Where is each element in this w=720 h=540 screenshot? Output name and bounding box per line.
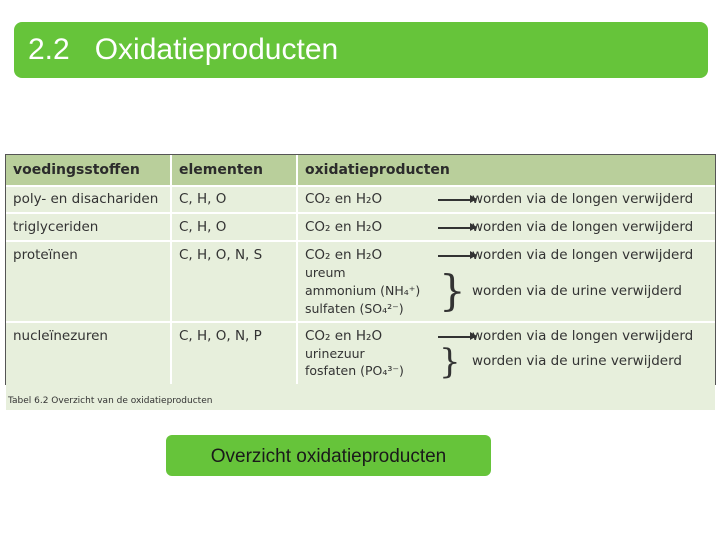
cell-destination: worden via de longen verwijderd — [472, 219, 694, 235]
cell-destination: worden via de longen verwijderd — [472, 191, 694, 207]
column-divider — [296, 155, 298, 384]
arrow-icon — [438, 255, 476, 257]
cell-nutrient: nucleïnezuren — [13, 328, 108, 344]
cell-product: ureum — [305, 265, 346, 280]
cell-destination: worden via de urine verwijderd — [472, 353, 682, 369]
cell-product: urinezuur — [305, 346, 365, 361]
cell-product: CO₂ en H₂O — [305, 247, 383, 263]
cell-nutrient: poly- en disachariden — [13, 191, 159, 207]
header-oxidatieproducten: oxidatieproducten — [305, 162, 450, 178]
cell-product: CO₂ en H₂O — [305, 328, 383, 344]
oxidation-products-table — [5, 154, 716, 385]
cell-destination: worden via de longen verwijderd — [472, 247, 694, 263]
cell-product: fosfaten (PO₄³⁻) — [305, 363, 404, 378]
cell-elements: C, H, O, N, S — [179, 247, 263, 263]
header-voedingsstoffen: voedingsstoffen — [13, 162, 140, 178]
row-divider — [6, 185, 715, 187]
arrow-icon — [438, 199, 476, 201]
cell-nutrient: triglyceriden — [13, 219, 99, 235]
arrow-icon — [438, 227, 476, 229]
cell-destination: worden via de urine verwijderd — [472, 283, 682, 299]
cell-product: sulfaten (SO₄²⁻) — [305, 301, 404, 316]
cell-nutrient: proteïnen — [13, 247, 78, 263]
row-divider — [6, 212, 715, 214]
title-bar — [14, 22, 708, 78]
header-elementen: elementen — [179, 162, 263, 178]
cell-product: CO₂ en H₂O — [305, 191, 383, 207]
cell-product: ammonium (NH₄⁺) — [305, 283, 421, 298]
row-divider — [6, 321, 715, 323]
brace-icon: } — [439, 266, 466, 315]
cell-product: CO₂ en H₂O — [305, 219, 383, 235]
label-box — [166, 435, 491, 476]
overview-label: Overzicht oxidatieproducten — [210, 446, 447, 467]
arrow-icon — [438, 336, 476, 338]
cell-elements: C, H, O — [179, 191, 227, 207]
table-caption: Tabel 6.2 Overzicht van de oxidatieproducten — [8, 396, 213, 406]
brace-icon: } — [439, 342, 461, 382]
cell-elements: C, H, O, N, P — [179, 328, 262, 344]
slide-title: 2.2 Oxidatieproducten — [28, 33, 339, 66]
column-divider — [170, 155, 172, 384]
row-divider — [6, 240, 715, 242]
cell-destination: worden via de longen verwijderd — [472, 328, 694, 344]
cell-elements: C, H, O — [179, 219, 227, 235]
